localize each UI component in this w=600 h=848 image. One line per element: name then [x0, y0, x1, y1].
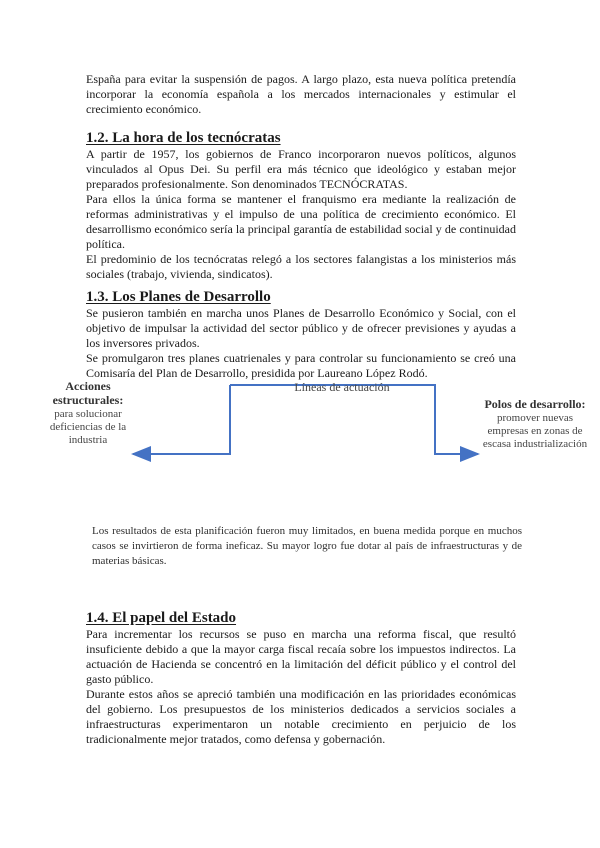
right-box-text: promover nuevas empresas en zonas de escasa industrialización	[482, 412, 588, 450]
left-box-text: para solucionar deficiencias de la industria	[49, 408, 127, 446]
paragraph: Se promulgaron tres planes cuatrienales y para controlar su funcionamiento se creó una Comisaría del Plan de Desarrollo, presidida por Laureano López Rodó.	[86, 351, 516, 380]
paragraph: Para incrementar los recursos se puso en marcha una reforma fiscal, que resultó insuficiente debido a que la mayor carga fiscal recaía sobre los impuestos indirectos. La actuación de Hacienda se concentró en la limitación del déficit público y el control del gasto público.	[86, 627, 516, 686]
left-box	[38, 380, 138, 447]
right-box-title: Polos de desarrollo:	[484, 397, 586, 411]
right-arrow	[230, 385, 478, 454]
intro-paragraph: España para evitar la suspensión de pagos. A largo plazo, esta nueva política pretendía incorporar la economía española a los mercados internacionales y estimular el crecimiento económico.	[86, 72, 516, 116]
diagram-center-label: Líneas de actuación	[294, 380, 390, 394]
heading-1-4: 1.4. El papel del Estado	[86, 610, 237, 626]
paragraph: Para ellos la única forma se mantener el franquismo era mediante la realización de reformas administrativas y el impulso de una política de crecimiento económico. El desarrollismo económico sería la principal garantía de estabilidad social y de continuidad política.	[86, 192, 516, 251]
left-arrow	[133, 385, 230, 454]
right-box	[480, 398, 590, 451]
left-box-title: Acciones estructurales:	[52, 379, 124, 407]
section-1-4-body	[86, 627, 516, 747]
planning-results-text: Los resultados de esta planificación fueron muy limitados, en buena medida porque en muchos casos se invirtieron de forma ineficaz. Su mayor logro fue dotar al país de infraestructuras y de materias básicas.	[92, 525, 522, 567]
paragraph: Durante estos años se apreció también una modificación en las prioridades económicas del gobierno. Los presupuestos de los ministerios dedicados a servicios sociales a infraestructuras experimentaron un notable crecimiento en perjuicio de los tradicionalmente mejor tratados, como defensa y gobernación.	[86, 687, 516, 746]
heading-1-2: 1.2. La hora de los tecnócratas	[86, 130, 281, 146]
heading-1-3: 1.3. Los Planes de Desarrollo	[86, 289, 271, 305]
paragraph: El predominio de los tecnócratas relegó a los sectores falangistas a los ministerios más sociales (trabajo, vivienda, sindicatos).	[86, 252, 516, 281]
paragraph: A partir de 1957, los gobiernos de Franco incorporaron nuevos políticos, algunos vinculados al Opus Dei. Su perfil era más técnico que ideológico y estaban mejor preparados profesionalmente. Son denominados TECNÓCRATAS.	[86, 147, 516, 191]
paragraph: Se pusieron también en marcha unos Planes de Desarrollo Económico y Social, con el objetivo de impulsar la actividad del sector público y de ofrecer previsiones y ayudas a los inversores privados.	[86, 306, 516, 350]
